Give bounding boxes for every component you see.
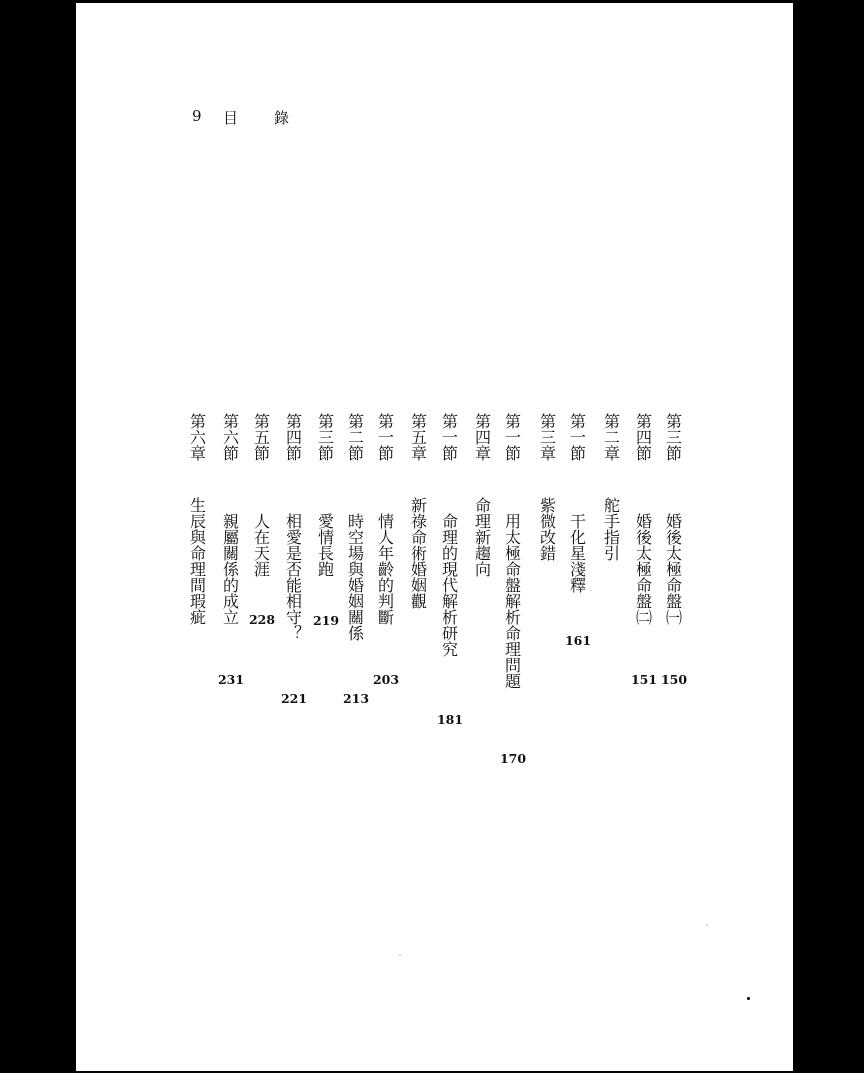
- toc-entry-page: 181: [436, 712, 464, 727]
- toc-entry-page: 219: [312, 613, 340, 628]
- toc-entry-page: 170: [499, 751, 527, 766]
- toc-chapter-title: 紫微改錯: [537, 497, 557, 561]
- toc-chapter-title: 命理新趨向: [472, 497, 492, 577]
- toc-chapter-label: 第四章: [472, 413, 492, 461]
- toc-chapter-label: 第五章: [408, 413, 428, 461]
- toc-chapter-title: 舵手指引: [601, 497, 621, 561]
- scan-speck: [399, 954, 401, 956]
- toc-entry-page: 151: [630, 672, 658, 687]
- toc-entry-title: 親屬關係的成立: [220, 513, 240, 625]
- toc-entry-label: 第一節: [439, 413, 459, 461]
- toc-entry-label: 第一節: [502, 413, 522, 461]
- toc-chapter-label: 第三章: [537, 413, 557, 461]
- toc-entry-title: 用太極命盤解析命理問題: [502, 513, 522, 689]
- toc-chapter-title: 生辰與命理間瑕疵: [187, 497, 207, 625]
- scan-speck: [747, 997, 750, 1000]
- toc-entry-title: 婚後太極命盤㈠: [663, 513, 683, 625]
- book-page: [76, 3, 793, 1071]
- scan-speck: [706, 924, 708, 926]
- toc-entry-label: 第六節: [220, 413, 240, 461]
- toc-entry-page: 228: [248, 612, 276, 627]
- toc-entry-page: 221: [280, 691, 308, 706]
- toc-entry-page: 213: [342, 691, 370, 706]
- header-title-char-2: 錄: [274, 109, 290, 127]
- toc-entry-label: 第一節: [567, 413, 587, 461]
- page-number: 9: [192, 107, 202, 125]
- toc-entry-title: 干化星淺釋: [567, 513, 587, 593]
- toc-entry-label: 第三節: [315, 413, 335, 461]
- toc-entry-title: 相愛是否能相守？: [283, 513, 303, 641]
- toc-entry-title: 愛情長跑: [315, 513, 335, 577]
- toc-entry-label: 第五節: [251, 413, 271, 461]
- toc-entry-page: 203: [372, 672, 400, 687]
- toc-entry-page: 150: [660, 672, 688, 687]
- toc-entry-page: 161: [564, 633, 592, 648]
- header-title-char-1: 目: [223, 109, 239, 127]
- toc-entry-title: 人在天涯: [251, 513, 271, 577]
- toc-chapter-label: 第二章: [601, 413, 621, 461]
- toc-entry-label: 第一節: [375, 413, 395, 461]
- toc-entry-page: 231: [217, 672, 245, 687]
- toc-entry-label: 第四節: [283, 413, 303, 461]
- toc-entry-title: 時空場與婚姻關係: [345, 513, 365, 641]
- toc-chapter-label: 第六章: [187, 413, 207, 461]
- toc-chapter-title: 新祿命術婚姻觀: [408, 497, 428, 609]
- toc-entry-title: 婚後太極命盤㈡: [633, 513, 653, 625]
- toc-entry-title: 情人年齡的判斷: [375, 513, 395, 625]
- toc-entry-title: 命理的現代解析研究: [439, 513, 459, 657]
- toc-entry-label: 第三節: [663, 413, 683, 461]
- toc-entry-label: 第二節: [345, 413, 365, 461]
- toc-entry-label: 第四節: [633, 413, 653, 461]
